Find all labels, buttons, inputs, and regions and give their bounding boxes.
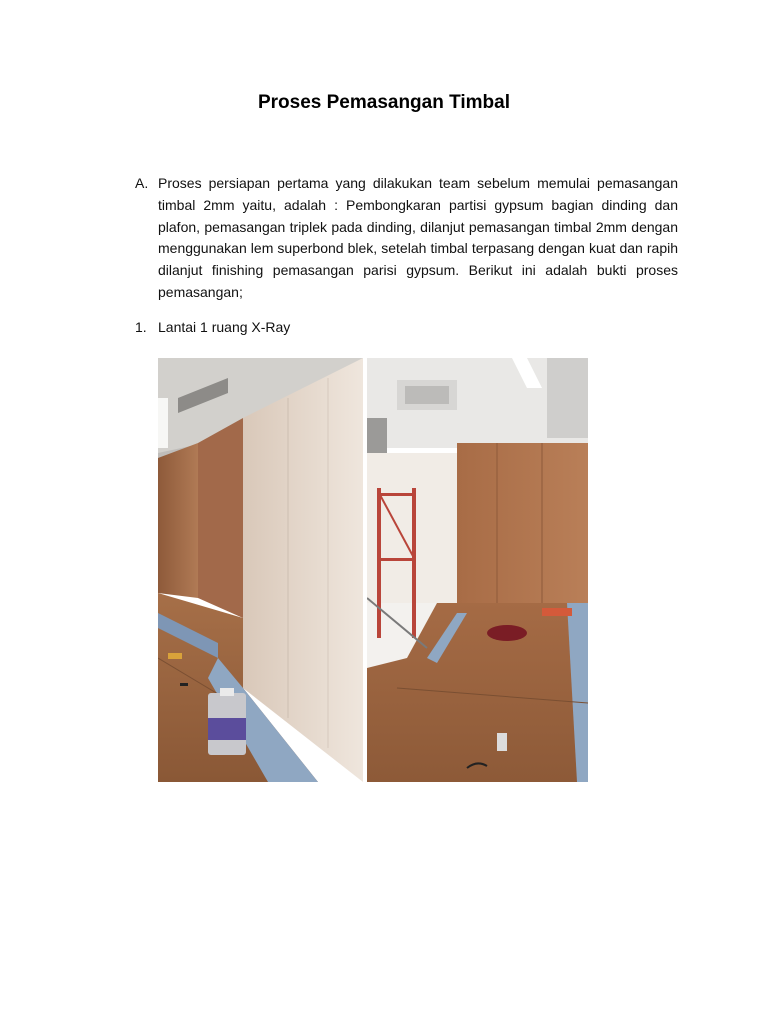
list-marker-1: 1. [135,319,147,335]
list-item-1 [135,317,290,337]
list-item-1-label: Lantai 1 ruang X-Ray [158,319,291,335]
page-title: Proses Pemasangan Timbal [257,92,511,113]
photo-wall-installation [158,358,363,782]
list-item-a-text: Proses persiapan pertama yang dilakukan team sebelum memulai pemasangan timbal 2mm yaitu, adalah : Pembongkaran partisi gypsum bagian dinding dan plafon, pemasangan triplek pada dinding, dilanjut pemasangan timbal 2mm dengan menggunakan lem superbond blek, setelah timbal terpasang dengan kuat dan rapih dilanjut finishing pemasangan parisi gypsum. Berikut ini adalah bukti proses pemasangan; [158,175,678,300]
list-item-a [135,173,678,304]
list-marker-a: A. [135,175,149,191]
photo-group [158,358,588,782]
photo-room-scaffold [367,358,588,782]
